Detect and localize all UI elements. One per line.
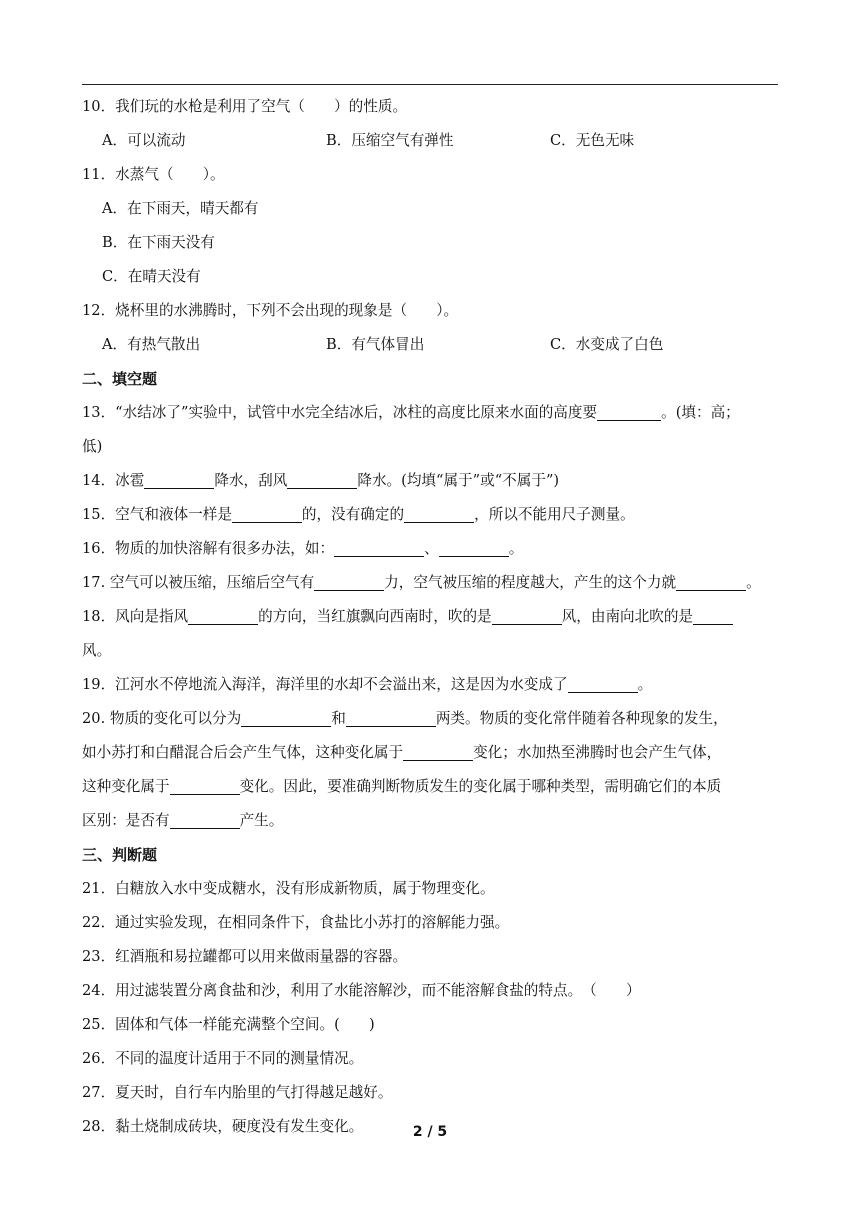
question-20: 20. 物质的变化可以分为 和 两类。物质的变化常伴随着各种现象的发生， xyxy=(82,710,728,727)
option-a: A．在下雨天，晴天都有 xyxy=(102,200,259,217)
question-20-line3: 这种变化属于 变化。因此，要准确判断物质发生的变化属于哪种类型，需明确它们的本质 xyxy=(82,778,722,795)
answer-blank xyxy=(144,470,214,489)
question-18: 18．风向是指风 的方向，当红旗飘向西南时，吹的是 风，由南向北吹的是 xyxy=(82,600,778,634)
question-15: 15．空气和液体一样是 的，没有确定的 ，所以不能用尺子测量。 xyxy=(82,506,635,523)
answer-blank xyxy=(439,538,509,557)
header-rule xyxy=(82,84,778,85)
question-25: 25．固体和气体一样能充满整个空间。( ) xyxy=(82,1016,375,1033)
question-20-line2: 如小苏打和白醋混合后会产生气体，这种变化属于 变化；水加热至沸腾时也会产生气体， xyxy=(82,744,722,761)
section-title-fill-in: 二、填空题 xyxy=(82,370,158,388)
option-a: A．可以流动 xyxy=(102,132,186,149)
answer-blank xyxy=(676,572,746,591)
option-c: C．无色无味 xyxy=(550,132,635,149)
question-21: 21．白糖放入水中变成糖水，没有形成新物质，属于物理变化。 xyxy=(82,880,495,897)
question-24: 24．用过滤装置分离食盐和沙，利用了水能溶解沙，而不能溶解食盐的特点。 （ ） xyxy=(82,982,641,999)
question-23: 23．红酒瓶和易拉罐都可以用来做雨量器的容器。 xyxy=(82,948,408,965)
option-b: B．有气体冒出 xyxy=(326,336,425,353)
answer-blank xyxy=(597,402,661,421)
question-10-options xyxy=(82,124,778,158)
answer-blank xyxy=(314,572,384,591)
question-10: 10．我们玩的水枪是利用了空气（ ）的性质。 xyxy=(82,98,408,115)
option-b: B．在下雨天没有 xyxy=(102,234,215,251)
exam-content xyxy=(82,90,778,1144)
question-26: 26．不同的温度计适用于不同的测量情况。 xyxy=(82,1050,364,1067)
question-20-line4: 区别：是否有 产生。 xyxy=(82,812,284,829)
question-17: 17. 空气可以被压缩，压缩后空气有 力，空气被压缩的程度越大，产生的这个力就 。 xyxy=(82,574,761,591)
question-22: 22．通过实验发现，在相同条件下，食盐比小苏打的溶解能力强。 xyxy=(82,914,510,931)
question-11: 11．水蒸气（ ）。 xyxy=(82,166,225,183)
question-13-cont: 低) xyxy=(82,438,103,455)
question-12-options xyxy=(82,328,778,362)
section-title-true-false: 三、判断题 xyxy=(82,846,158,864)
question-27: 27．夏天时，自行车内胎里的气打得越足越好。 xyxy=(82,1084,393,1101)
option-c: C．水变成了白色 xyxy=(550,336,664,353)
answer-blank xyxy=(404,504,474,523)
question-18-cont: 风。 xyxy=(82,642,112,659)
question-16: 16．物质的加快溶解有很多办法，如： 、 。 xyxy=(82,540,524,557)
answer-blank xyxy=(241,708,331,727)
question-28: 28．黏土烧制成砖块，硬度没有发生变化。 xyxy=(82,1118,364,1135)
answer-blank xyxy=(170,810,240,829)
answer-blank xyxy=(492,606,562,625)
answer-blank xyxy=(334,538,424,557)
option-a: A．有热气散出 xyxy=(102,336,201,353)
question-14: 14．冰雹 降水，刮风 降水。(均填“属于”或“不属于”) xyxy=(82,472,560,489)
answer-blank xyxy=(693,606,733,625)
question-13: 13．“水结冰了”实验中，试管中水完全结冰后，冰柱的高度比原来水面的高度要 。(填：高； xyxy=(82,404,740,421)
page-number: 2 / 5 xyxy=(412,1124,448,1140)
answer-blank xyxy=(403,742,473,761)
answer-blank xyxy=(346,708,436,727)
question-19: 19．江河水不停地流入海洋，海洋里的水却不会溢出来，这是因为水变成了 。 xyxy=(82,676,653,693)
answer-blank xyxy=(568,674,638,693)
option-b: B．压缩空气有弹性 xyxy=(326,132,454,149)
question-12: 12．烧杯里的水沸腾时，下列不会出现的现象是（ ）。 xyxy=(82,302,459,319)
answer-blank xyxy=(170,776,240,795)
answer-blank xyxy=(287,470,357,489)
answer-blank xyxy=(188,606,258,625)
option-c: C．在晴天没有 xyxy=(102,268,201,285)
answer-blank xyxy=(232,504,302,523)
